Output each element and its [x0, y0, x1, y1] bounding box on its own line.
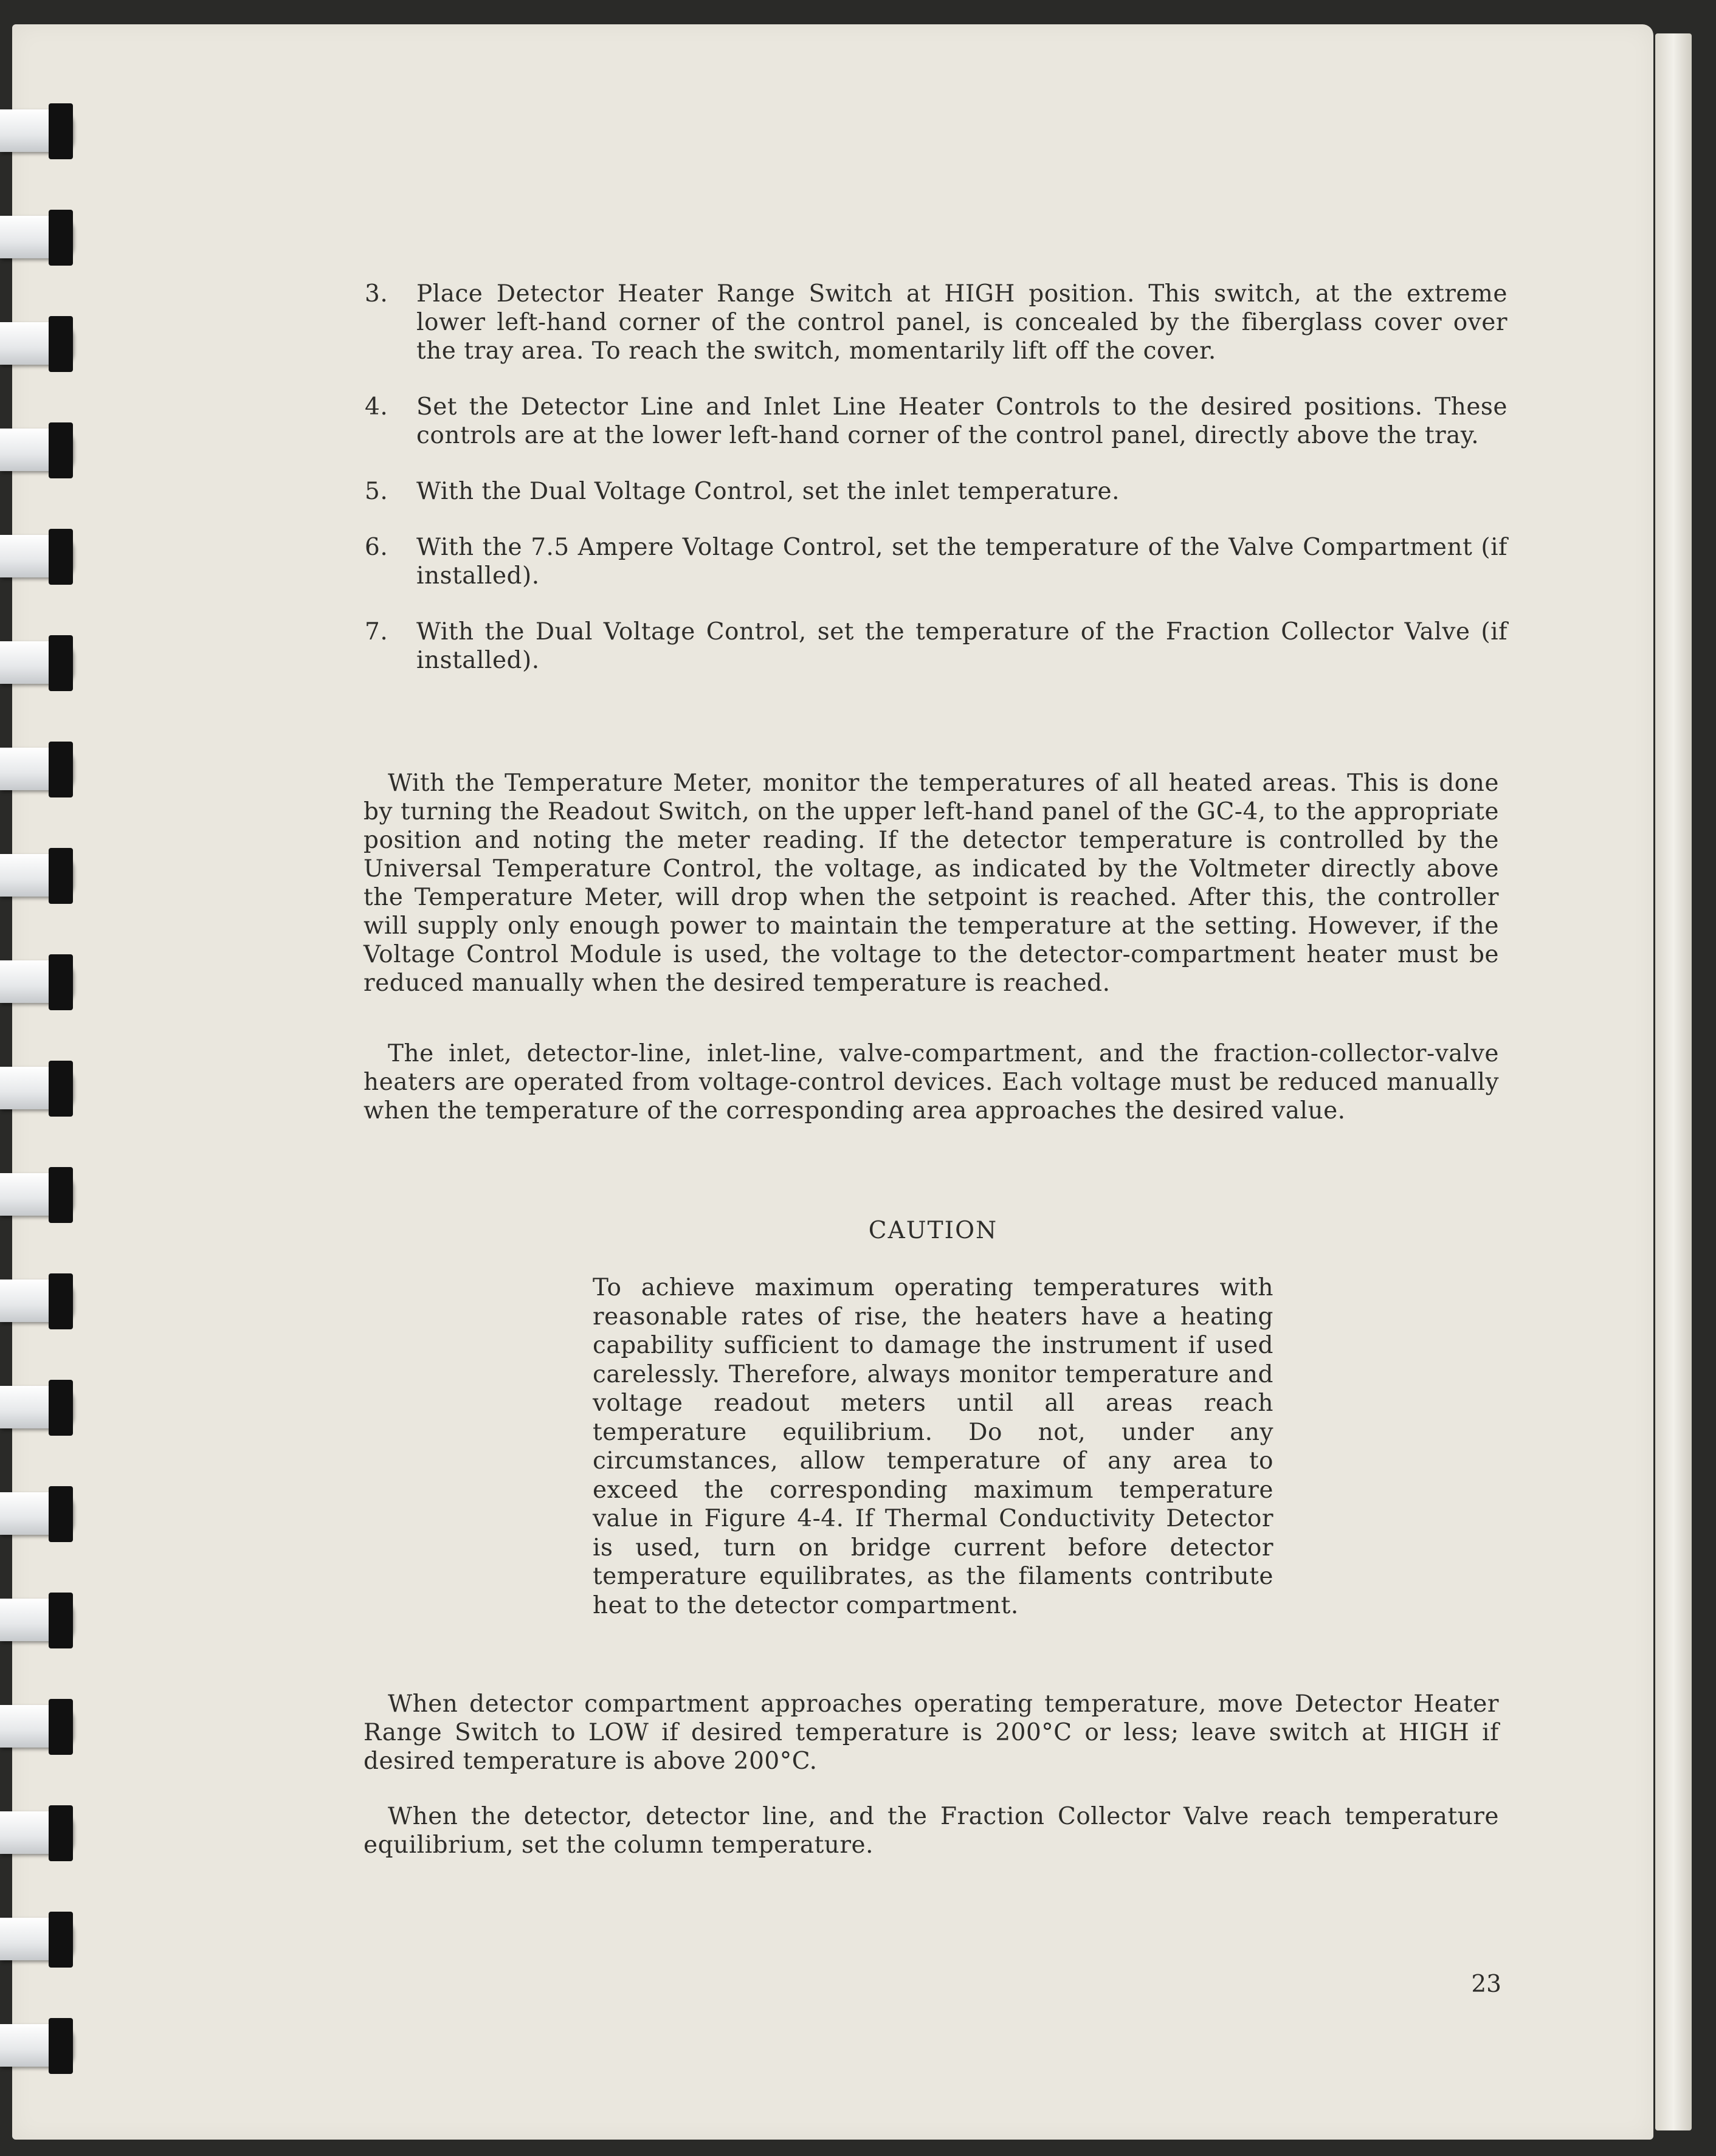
binding-ring [0, 204, 85, 270]
binding-ring [0, 2012, 85, 2079]
list-item [365, 393, 1508, 450]
page-number: 23 [1471, 1971, 1501, 1998]
list-item [365, 477, 1508, 506]
binding-ring [0, 842, 85, 909]
step-number: 4. [365, 393, 388, 421]
binding-ring [0, 948, 85, 1015]
procedure-steps [365, 280, 1508, 702]
binding-ring [0, 310, 85, 377]
step-number: 6. [365, 534, 388, 561]
document-page [12, 24, 1653, 2140]
step-number: 5. [365, 478, 388, 505]
step-text: With the Dual Voltage Control, set the temperature of the Fraction Collector Valve (if installed). [416, 618, 1508, 674]
binding-ring [0, 1799, 85, 1866]
caution-title: CAUTION [868, 1217, 998, 1244]
page-stack-edge [1655, 33, 1692, 2130]
binding-ring [0, 97, 85, 164]
binding-ring [0, 1055, 85, 1121]
range-switch-paragraph: When detector compartment approaches operating temperature, move Detector Heater Range Switch to LOW if desired temperature is 200°C or less; leave switch at HIGH if desired temperature is above 200°C. [364, 1690, 1499, 1775]
step-text: Place Detector Heater Range Switch at HIGH position. This switch, at the extreme lower left-hand corner of the control panel, is concealed by the fiberglass cover over the tray area. To reach the switch, momentarily lift off the cover. [416, 280, 1508, 365]
caution-body: To achieve maximum operating temperatures with reasonable rates of rise, the heaters have a heating capability sufficient to damage the instrument if used carelessly. Therefore, always monitor temperature and voltage readout meters until all areas reach temperature equilibrium. Do not, under any circumstances, allow temperature of any area to exceed the corresponding maximum temperature value in Figure 4-4. If Thermal Conductivity Detector is used, turn on bridge current before detector temperature equilibrates, as the filaments contribute heat to the detector compartment. [593, 1274, 1273, 1619]
binding-ring [0, 629, 85, 696]
heaters-paragraph: The inlet, detector-line, inlet-line, valve-compartment, and the fraction-collector-valve heaters are operated from voltage-control devices. Each voltage must be reduced manually when the temperature of the corresponding area approaches the desired value. [364, 1040, 1499, 1124]
step-text: Set the Detector Line and Inlet Line Heater Controls to the desired positions. These controls are at the lower left-hand corner of the control panel, directly above the tray. [416, 393, 1508, 449]
list-item [365, 280, 1508, 365]
binding-ring [0, 1267, 85, 1334]
step-text: With the 7.5 Ampere Voltage Control, set the temperature of the Valve Compartment (if installed). [416, 534, 1508, 590]
step-number: 3. [365, 280, 388, 308]
binding-ring [0, 1693, 85, 1760]
binding-ring [0, 1480, 85, 1547]
binding-ring [0, 1374, 85, 1441]
binding-ring [0, 1161, 85, 1228]
monitor-paragraph: With the Temperature Meter, monitor the temperatures of all heated areas. This is done by turning the Readout Switch, on the upper left-hand panel of the GC-4, to the appropriate position and noting the meter reading. If the detector temperature is controlled by the Universal Temperature Control, the voltage, as indicated by the Voltmeter directly above the Temperature Meter, will drop when the setpoint is reached. After this, the controller will supply only enough power to maintain the temperature at the setting. However, if the Voltage Control Module is used, the voltage to the detector-compartment heater must be reduced manually when the desired temperature is reached. [364, 770, 1499, 997]
binding-ring [0, 735, 85, 802]
binding-ring [0, 523, 85, 590]
spiral-binding [0, 0, 91, 2156]
step-text: With the Dual Voltage Control, set the inlet temperature. [416, 478, 1120, 505]
binding-ring [0, 416, 85, 483]
binding-ring [0, 1586, 85, 1653]
binding-ring [0, 1906, 85, 1972]
list-item [365, 533, 1508, 590]
step-number: 7. [365, 618, 388, 646]
list-item [365, 618, 1508, 675]
equilibrium-paragraph: When the detector, detector line, and the Fraction Collector Valve reach temperature equilibrium, set the column temperature. [364, 1803, 1499, 1859]
